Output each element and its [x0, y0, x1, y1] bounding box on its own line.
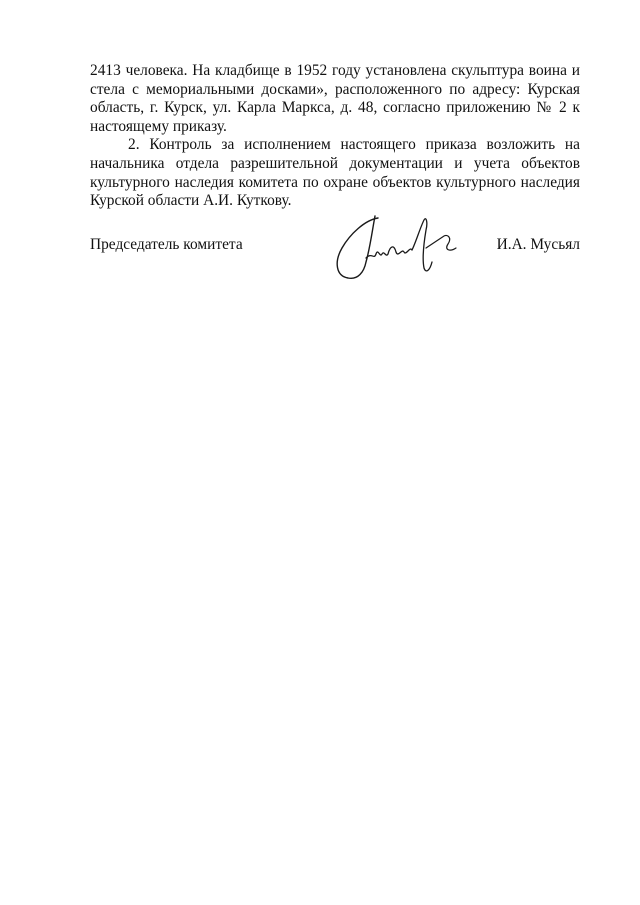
signer-name: И.А. Мусьял — [496, 236, 580, 253]
signer-title: Председатель комитета — [90, 236, 243, 253]
paragraph-continuation: 2413 человека. На кладбище в 1952 году установлена скульптура воина и стела с мемориальными досками», расположенного по адресу: Курская область, г. Курск, ул. Карла Маркса, д. 48, согласно приложению № 2 к настоящему приказу. — [90, 62, 580, 135]
paragraph-item-2: 2. Контроль за исполнением настоящего приказа возложить на начальника отдела разрешительной документации и учета объектов культурного наследия комитета по охране объектов культурного наследия Курской области А.И. Куткову. — [90, 136, 580, 210]
document-body — [90, 62, 580, 211]
handwritten-signature — [320, 208, 470, 288]
